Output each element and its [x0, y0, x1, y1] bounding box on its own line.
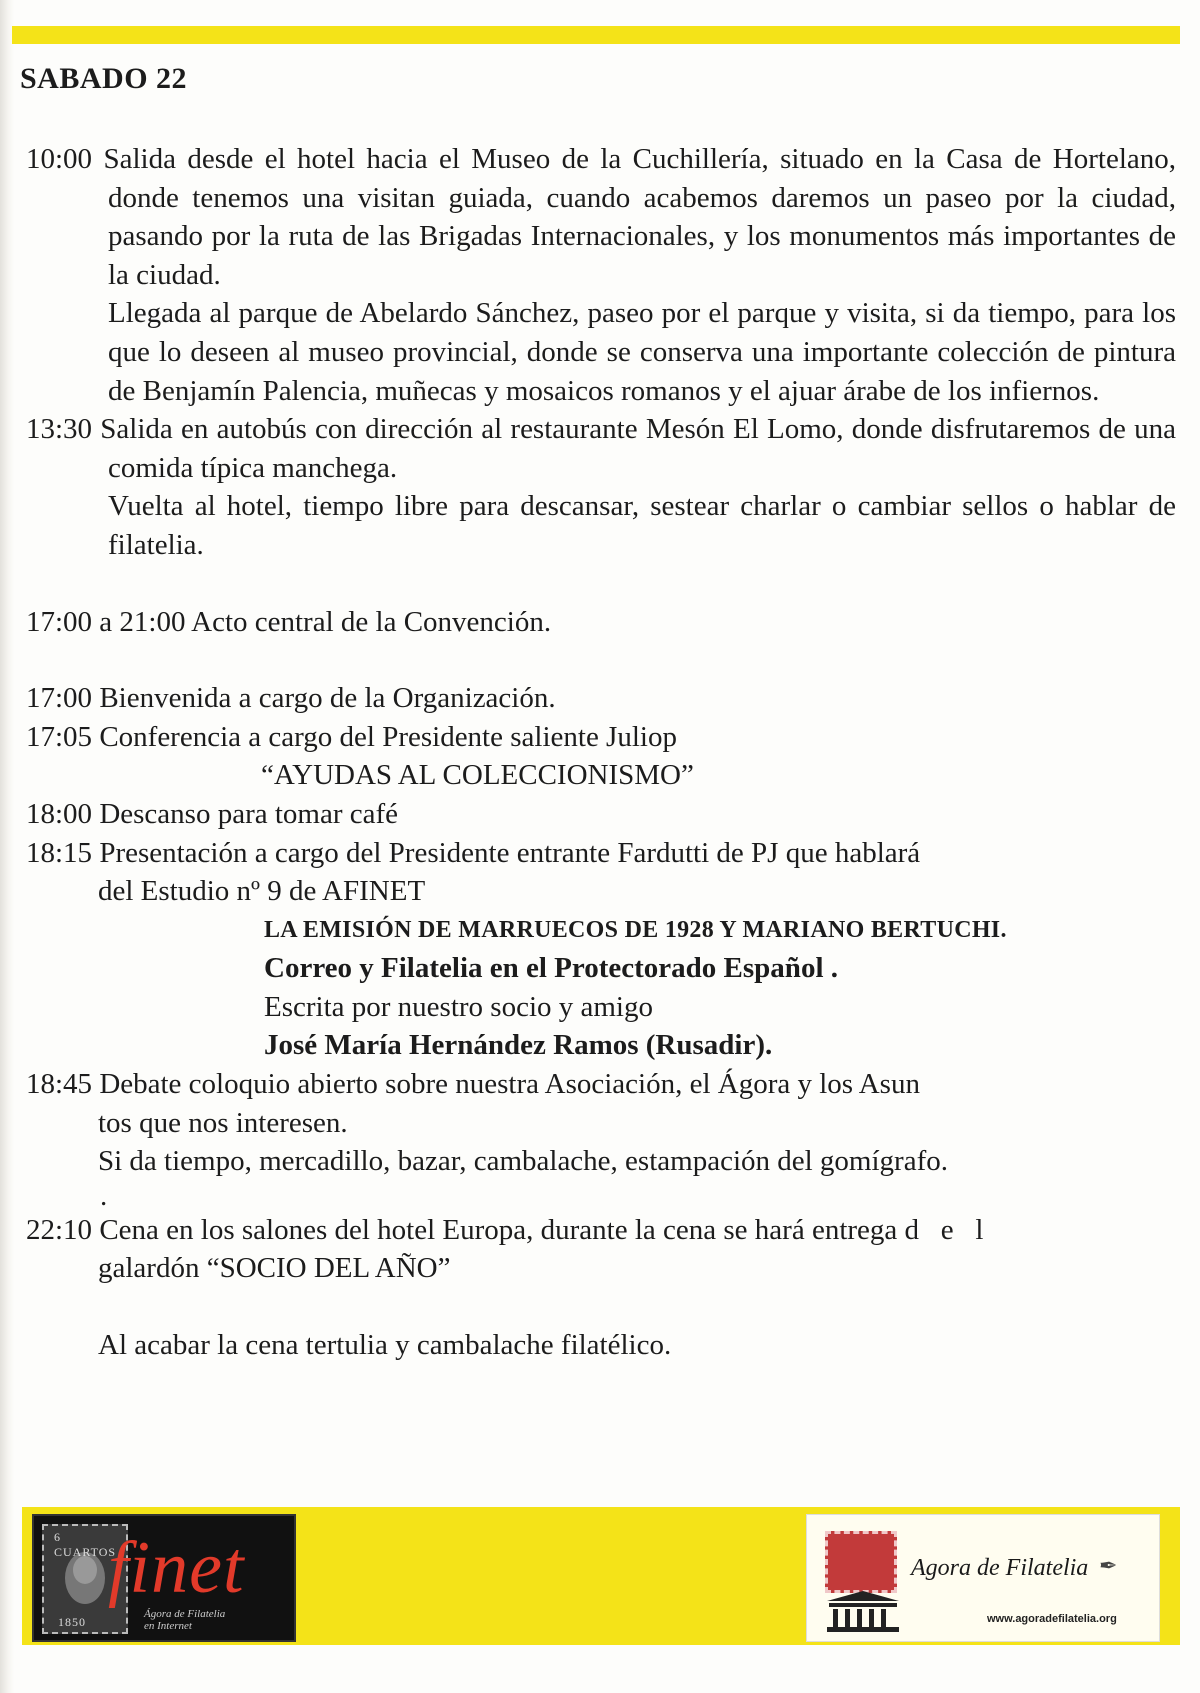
entry-time: 18:45	[26, 1068, 93, 1101]
entry-text: Bienvenida a cargo de la Organización.	[99, 682, 556, 715]
entry-continuation: Vuelta al hotel, tiempo libre para descansar, sestear charlar o cambiar sellos o hablar de filatelia.	[108, 490, 1176, 561]
entry-continuation: galardón “SOCIO DEL AÑO”	[98, 1252, 451, 1285]
stamp-bottom-text: 1850	[58, 1615, 86, 1629]
entry-time: 10:00	[26, 143, 93, 175]
entry-text: Debate coloquio abierto sobre nuestra Asociación, el Ágora y los Asun	[99, 1068, 920, 1101]
entry-continuation: del Estudio nº 9 de AFINET	[98, 875, 426, 908]
entry-time: 22:10	[26, 1213, 93, 1246]
entry-text: Salida en autobús con dirección al restaurante Mesón El Lomo, donde disfrutaremos de una comida típica manchega.	[100, 413, 1176, 484]
book-subtitle: Correo y Filatelia en el Protectorado Español .	[264, 952, 838, 985]
schedule-entry	[26, 1211, 1176, 1250]
entry-text: Conferencia a cargo del Presidente saliente Juliop	[99, 720, 677, 753]
logo-wordmark: finet	[108, 1527, 245, 1609]
book-author: José María Hernández Ramos (Rusadir).	[264, 1029, 773, 1062]
schedule-entry	[26, 1065, 1176, 1104]
entry-time: 17:05	[26, 720, 93, 753]
agora-logo	[806, 1514, 1160, 1642]
entry-continuation: Llegada al parque de Abelardo Sánchez, paseo por el parque y visita, si da tiempo, para los que lo deseen al museo provincial, donde se conserva una importante colección de pintura de Benjamín Palencia, muñecas y mosaicos romanos y el ajuar árabe de los infiernos.	[108, 297, 1176, 407]
entry-time: 18:00	[26, 797, 93, 830]
top-yellow-bar	[12, 26, 1180, 44]
agora-title: Agora de Filatelia	[911, 1555, 1089, 1581]
closing-note: Al acabar la cena tertulia y cambalache filatélico.	[98, 1329, 672, 1362]
entry-continuation: tos que nos interesen.	[98, 1106, 348, 1139]
conference-title: “AYUDAS AL COLECCIONISMO”	[261, 759, 694, 792]
stamp-top-text: 6 CUARTOS	[54, 1530, 117, 1559]
temple-icon	[823, 1589, 903, 1633]
schedule-entry	[26, 410, 1176, 487]
entry-continuation: Si da tiempo, mercadillo, bazar, cambalache, estampación del gomígrafo.	[98, 1145, 948, 1178]
afinet-logo	[32, 1514, 296, 1642]
red-stamp-icon	[825, 1531, 897, 1593]
logo-sub-line1: Ágora de Filatelia	[144, 1608, 226, 1620]
agora-url: www.agoradefilatelia.org	[987, 1613, 1117, 1625]
central-act: 17:00 a 21:00 Acto central de la Convención.	[26, 605, 552, 638]
page-fold-shadow	[0, 0, 14, 1693]
logo-sub-line2: en Internet	[144, 1620, 192, 1632]
logo-subtitle	[144, 1608, 225, 1632]
book-title: LA EMISIÓN DE MARRUECOS DE 1928 Y MARIANO BERTUCHI.	[264, 916, 1007, 943]
schedule	[26, 140, 1176, 1365]
entry-text: Presentación a cargo del Presidente entrante Fardutti de PJ que hablará	[99, 836, 921, 869]
entry-text: Salida desde el hotel hacia el Museo de la Cuchillería, situado en la Casa de Hortelano, donde tenemos una visitan guiada, cuando acabemos daremos un paseo por la ciudad, pasando por la ruta de las Brigadas Internacionales, y los monumentos más importantes de la ciudad.	[103, 143, 1177, 291]
quill-icon: ✒	[1099, 1553, 1118, 1578]
entry-time: 13:30	[26, 413, 93, 446]
entry-text: Cena en los salones del hotel Europa, durante la cena se hará entrega d e l	[99, 1213, 984, 1246]
entry-time: 17:00	[26, 682, 93, 715]
schedule-entry	[26, 795, 1176, 834]
entry-text: Descanso para tomar café	[99, 797, 399, 830]
schedule-entry	[26, 679, 1176, 718]
schedule-entry	[26, 718, 1176, 757]
schedule-entry	[26, 834, 1176, 873]
day-heading: SABADO 22	[20, 62, 188, 95]
book-note: Escrita por nuestro socio y amigo	[264, 990, 653, 1023]
entry-time: 18:15	[26, 836, 93, 869]
schedule-entry	[26, 140, 1176, 294]
stray-dot: .	[100, 1179, 108, 1212]
